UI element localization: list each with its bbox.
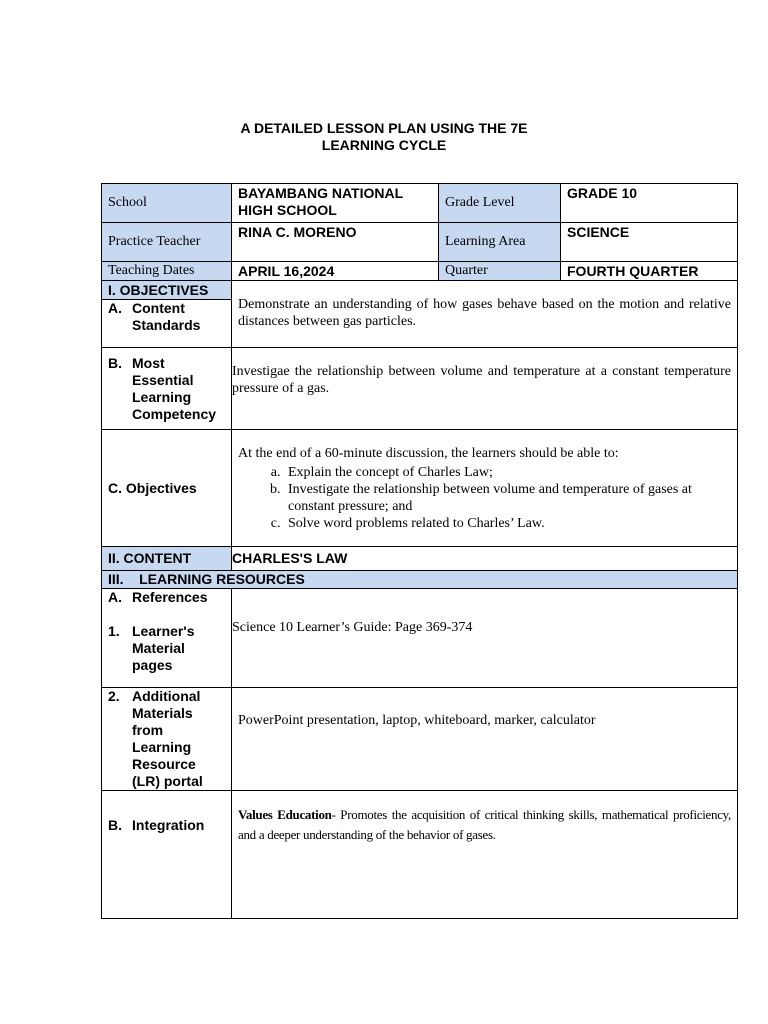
competency-letter: B. <box>108 354 122 371</box>
practice-teacher-value: RINA C. MORENO <box>232 223 439 262</box>
quarter-label: Quarter <box>439 262 561 281</box>
references-cell <box>102 589 232 688</box>
objective-item: b. Investigate the relationship between volume and temperature of gases at constant pressure; and <box>284 481 731 515</box>
objectives-heading: I. OBJECTIVES <box>102 281 232 300</box>
content-value: CHARLES'S LAW <box>232 547 738 571</box>
practice-teacher-label: Practice Teacher <box>102 223 232 262</box>
additional-materials-label: Additional Materials from Learning Resource (LR) portal <box>132 688 203 789</box>
content-standards-text: Demonstrate an understanding of how gases behave based on the motion and relative distances between gas particles. <box>232 281 738 348</box>
additional-materials-text: PowerPoint presentation, laptop, whiteboard, marker, calculator <box>232 688 738 791</box>
integration-letter: B. <box>108 817 122 833</box>
integration-text: - Promotes the acquisition of critical thinking skills, mathematical proficiency, and a deeper understanding of the behavior of gases. <box>238 807 731 842</box>
teaching-dates-label: Teaching Dates <box>102 262 232 281</box>
objectives-label: C. Objectives <box>102 430 232 547</box>
integration-bold-label: Values Education <box>238 807 332 822</box>
teaching-dates-value: APRIL 16,2024 <box>232 262 439 281</box>
grade-level-value: GRADE 10 <box>561 184 738 223</box>
header-info-table <box>101 183 738 281</box>
additional-materials-cell <box>102 688 232 791</box>
references-letter: A. <box>108 589 122 605</box>
learners-material-text: Science 10 Learner’s Guide: Page 369-374 <box>232 589 738 688</box>
competency-text: Investigae the relationship between volume and temperature at a constant temperature pressure of a gas. <box>232 348 738 430</box>
objective-item: a. Explain the concept of Charles Law; <box>284 464 731 481</box>
learning-area-value: SCIENCE <box>561 223 738 262</box>
school-value: BAYAMBANG NATIONAL HIGH SCHOOL <box>232 184 439 223</box>
objectives-list <box>238 464 731 532</box>
content-standards-label-text: Content Standards <box>132 300 201 333</box>
integration-text-cell <box>232 791 738 919</box>
learning-resources-heading: III. LEARNING RESOURCES <box>102 571 738 589</box>
learners-material-number: 1. <box>108 623 120 639</box>
school-label: School <box>102 184 232 223</box>
learners-material-label-text: Learner's Material pages <box>132 623 195 673</box>
competency-label <box>102 348 232 430</box>
title-line-2: LEARNING CYCLE <box>321 137 447 153</box>
learning-area-label: Learning Area <box>439 223 561 262</box>
title-line-1: A DETAILED LESSON PLAN USING THE 7E <box>240 120 528 136</box>
quarter-value: FOURTH QUARTER <box>561 262 738 281</box>
learners-material-label <box>108 623 225 674</box>
content-standards-label <box>102 300 232 348</box>
lesson-plan-table <box>101 280 738 919</box>
integration-cell <box>102 791 232 919</box>
additional-materials-number: 2. <box>108 688 120 704</box>
competency-label-text: Most Essential Learning Competency <box>132 354 217 422</box>
references-label <box>108 589 225 606</box>
content-standards-letter: A. <box>108 300 122 316</box>
objective-item: c. Solve word problems related to Charles’ Law. <box>284 515 731 532</box>
objectives-cell <box>232 430 738 547</box>
document-title <box>0 120 768 154</box>
integration-label: Integration <box>132 817 205 833</box>
grade-level-label: Grade Level <box>439 184 561 223</box>
content-heading: II. CONTENT <box>102 547 232 571</box>
references-label-text: References <box>132 589 208 605</box>
objectives-intro: At the end of a 60-minute discussion, the learners should be able to: <box>238 445 619 461</box>
